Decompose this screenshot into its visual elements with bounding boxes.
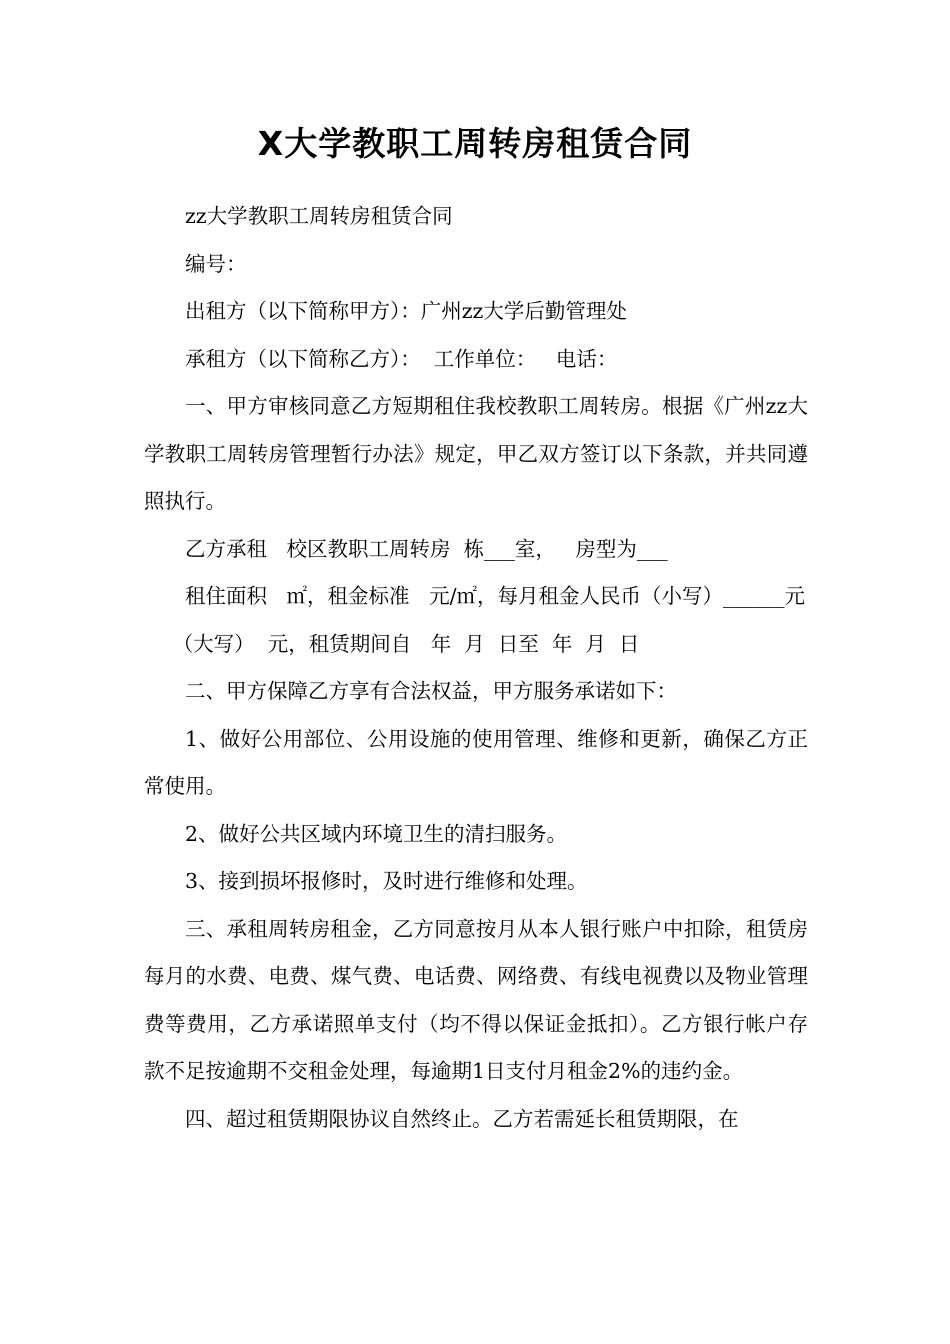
paragraph-item-3: 3、接到损坏报修时，及时进行维修和处理。 — [185, 869, 588, 893]
paragraph-item-1: 1、做好公用部位、公用设施的使用管理、维修和更新，确保乙方正常使用。 — [144, 726, 808, 798]
document-body — [144, 193, 808, 1143]
paragraph-clause-4: 四、超过租赁期限协议自然终止。乙方若需延长租赁期限，在 — [185, 1106, 739, 1131]
paragraph-lessor: 出租方（以下简称甲方）：广州zz大学后勤管理处 — [185, 299, 627, 323]
paragraph-clause-1: 一、甲方审核同意乙方短期租住我校教职工周转房。根据《广州zz大学教职工周转房管理暂行办法》规定，甲乙双方签订以下条款，并共同遵照执行。 — [144, 394, 808, 513]
document-title: X大学教职工周转房租赁合同 — [257, 124, 693, 163]
paragraph-subtitle: zz大学教职工周转房租赁合同 — [185, 204, 453, 228]
paragraph-item-2: 2、做好公共区域内环境卫生的清扫服务。 — [185, 821, 568, 846]
paragraph-room: 乙方承租 校区教职工周转房 栋___室， 房型为___ — [185, 536, 668, 561]
paragraph-rent: 租住面积 ㎡，租金标准 元/㎡，每月租金人民币（小写）______元 — [185, 584, 806, 608]
paragraph-period: （大写） 元，租赁期间自 年 月 日至 年 月 日 — [172, 631, 640, 656]
paragraph-clause-2: 二、甲方保障乙方享有合法权益，甲方服务承诺如下： — [185, 679, 677, 703]
paragraph-number: 编号： — [185, 251, 247, 276]
paragraph-clause-3: 三、承租周转房租金，乙方同意按月从本人银行账户中扣除，租赁房每月的水费、电费、煤气费、电话费、网络费、有线电视费以及物业管理费等费用，乙方承诺照单支付（均不得以保证金抵扣）。乙方银行帐户存款不足按逾期不交租金处理，每逾期1日支付月租金2%的违约金。 — [144, 916, 808, 1083]
paragraph-lessee: 承租方（以下简称乙方）： 工作单位： 电话： — [185, 346, 618, 371]
